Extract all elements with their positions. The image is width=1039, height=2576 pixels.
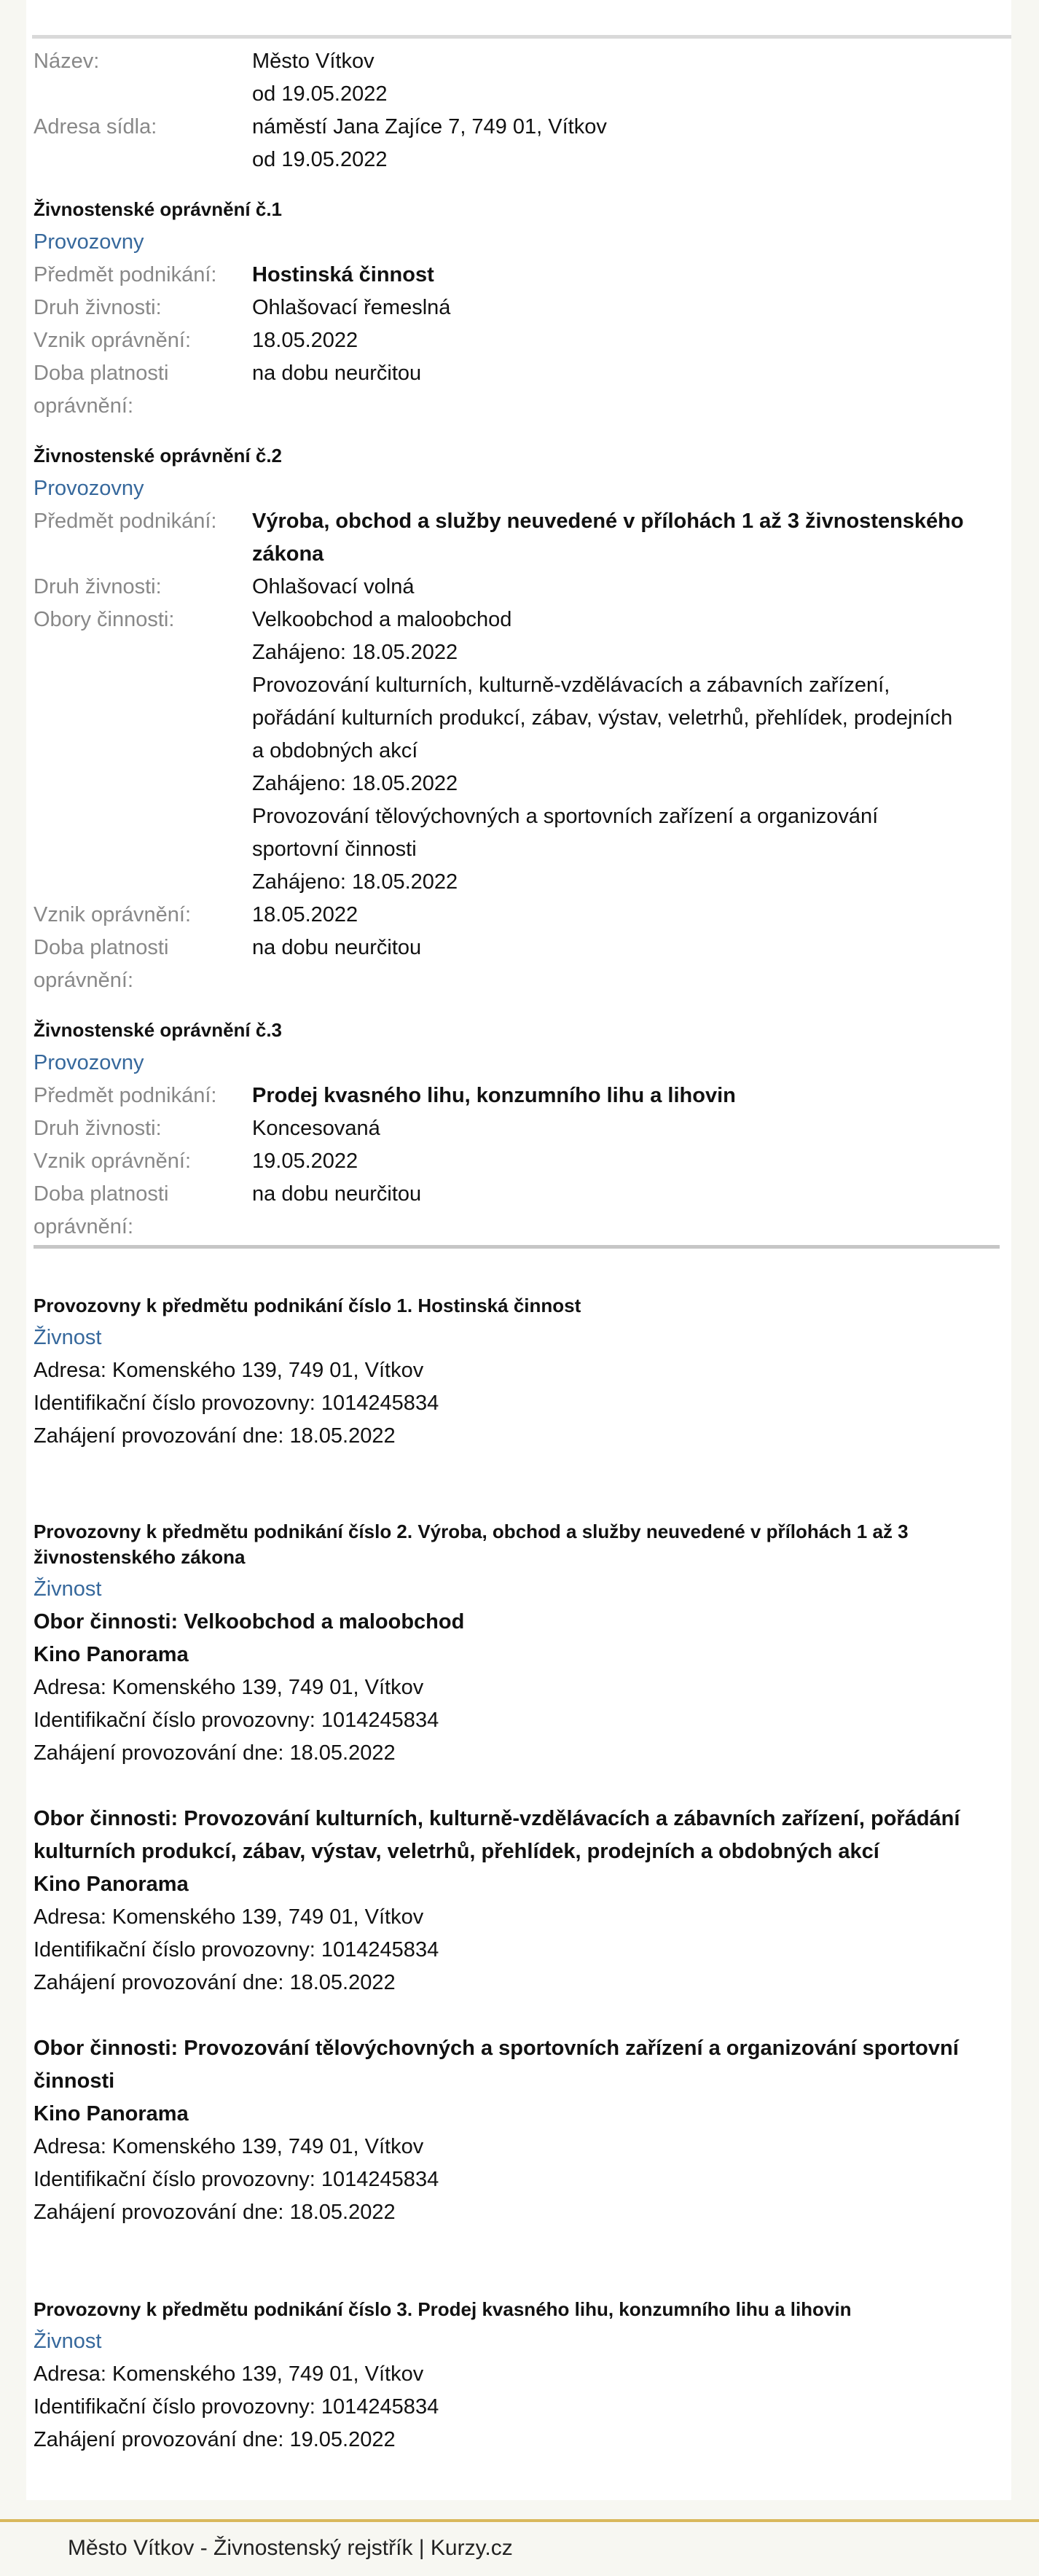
name-label: Název:: [34, 50, 100, 73]
licence-1-origin: 18.05.2022: [252, 329, 358, 352]
establishments-2-trade-link[interactable]: Živnost: [34, 1577, 102, 1601]
subject-label: Předmět podnikání:: [34, 510, 217, 533]
origin-label: Vznik oprávnění:: [34, 903, 192, 926]
kind-label: Druh živnosti:: [34, 575, 162, 598]
licence-2-field-3-started: Zahájeno: 18.05.2022: [252, 870, 458, 894]
licence-3-subject: Prodej kvasného lihu, konzumního lihu a lihovin: [252, 1084, 736, 1107]
establishments-3-address: Adresa: Komenského 139, 749 01, Vítkov: [34, 2362, 424, 2386]
licence-2-field-2-line2: pořádání kulturních produkcí, zábav, výstav, veletrhů, přehlídek, prodejních: [252, 706, 953, 730]
validity-label-line2: oprávnění:: [34, 969, 134, 992]
establishments-2-group-1-field: Obor činnosti: Velkoobchod a maloobchod: [34, 1610, 465, 1634]
name-since: od 19.05.2022: [252, 82, 388, 106]
licence-2-field-2-line3: a obdobných akcí: [252, 739, 418, 762]
footer-kurzy-link[interactable]: Kurzy.cz: [430, 2536, 513, 2560]
establishments-2-group-3-address: Adresa: Komenského 139, 749 01, Vítkov: [34, 2135, 424, 2158]
subject-label: Předmět podnikání:: [34, 1084, 217, 1107]
establishments-2-group-1-start: Zahájení provozování dne: 18.05.2022: [34, 1741, 396, 1765]
licence-2-subject-line1: Výroba, obchod a služby neuvedené v přílohách 1 až 3 živnostenského: [252, 510, 964, 533]
origin-label: Vznik oprávnění:: [34, 329, 192, 352]
establishments-3-trade-link[interactable]: Živnost: [34, 2330, 102, 2353]
licence-1-title: Živnostenské oprávnění č.1: [34, 198, 283, 220]
licence-2-origin: 18.05.2022: [252, 903, 358, 926]
establishments-2-heading-line2: živnostenského zákona: [34, 1546, 246, 1568]
content-panel: [26, 0, 1011, 2500]
kind-label: Druh živnosti:: [34, 1117, 162, 1140]
licence-1-subject: Hostinská činnost: [252, 263, 434, 286]
establishments-2-group-1-address: Adresa: Komenského 139, 749 01, Vítkov: [34, 1676, 424, 1699]
footer-separator: |: [412, 2536, 431, 2560]
establishments-3-start: Zahájení provozování dne: 19.05.2022: [34, 2428, 396, 2451]
licence-2-field-2-line1: Provozování kulturních, kulturně-vzdělávacích a zábavních zařízení,: [252, 674, 890, 697]
licence-2-establishments-link[interactable]: Provozovny: [34, 477, 144, 500]
section-divider: [34, 1245, 1000, 1249]
establishments-2-heading-line1: Provozovny k předmětu podnikání číslo 2. Výroba, obchod a služby neuvedené v přílohách 1 až 3: [34, 1521, 909, 1542]
establishments-2-group-2-field-line2: kulturních produkcí, zábav, výstav, veletrhů, přehlídek, prodejních a obdobných akcí: [34, 1840, 879, 1863]
establishments-2-group-2-address: Adresa: Komenského 139, 749 01, Vítkov: [34, 1905, 424, 1929]
establishments-2-group-1-name: Kino Panorama: [34, 1643, 189, 1666]
licence-2-field-2-started: Zahájeno: 18.05.2022: [252, 772, 458, 795]
kind-label: Druh živnosti:: [34, 296, 162, 319]
origin-label: Vznik oprávnění:: [34, 1150, 192, 1173]
establishments-2-group-1-id: Identifikační číslo provozovny: 1014245834: [34, 1709, 439, 1732]
validity-label-line2: oprávnění:: [34, 394, 134, 418]
name-value: Město Vítkov: [252, 50, 375, 73]
establishments-3-heading: Provozovny k předmětu podnikání číslo 3. Prodej kvasného lihu, konzumního lihu a lihovin: [34, 2298, 852, 2320]
footer: [0, 2519, 1039, 2576]
establishments-3-id: Identifikační číslo provozovny: 1014245834: [34, 2395, 439, 2419]
licence-1-establishments-link[interactable]: Provozovny: [34, 230, 144, 254]
address-label: Adresa sídla:: [34, 115, 157, 138]
establishments-1-trade-link[interactable]: Živnost: [34, 1326, 102, 1349]
licence-2-field-3-line1: Provozování tělovýchovných a sportovních zařízení a organizování: [252, 805, 879, 828]
licence-3-title: Živnostenské oprávnění č.3: [34, 1019, 283, 1041]
establishments-1-address: Adresa: Komenského 139, 749 01, Vítkov: [34, 1359, 424, 1382]
licence-2-kind: Ohlašovací volná: [252, 575, 415, 598]
licence-1-kind: Ohlašovací řemeslná: [252, 296, 451, 319]
establishments-2-group-2-id: Identifikační číslo provozovny: 1014245834: [34, 1938, 439, 1962]
establishments-2-group-2-field-line1: Obor činnosti: Provozování kulturních, kulturně-vzdělávacích a zábavních zařízení, pořádání: [34, 1807, 960, 1830]
establishments-2-group-3-field-line1: Obor činnosti: Provozování tělovýchovných a sportovních zařízení a organizování sportovní: [34, 2037, 959, 2060]
establishments-1-start: Zahájení provozování dne: 18.05.2022: [34, 1424, 396, 1448]
establishments-1-heading: Provozovny k předmětu podnikání číslo 1. Hostinská činnost: [34, 1295, 581, 1316]
establishments-1-id: Identifikační číslo provozovny: 1014245834: [34, 1392, 439, 1415]
establishments-2-group-3-name: Kino Panorama: [34, 2102, 189, 2126]
footer-register-link[interactable]: Město Vítkov - Živnostenský rejstřík: [68, 2536, 413, 2560]
establishments-2-group-3-start: Zahájení provozování dne: 18.05.2022: [34, 2201, 396, 2224]
validity-label-line1: Doba platnosti: [34, 1182, 169, 1206]
establishments-2-group-3-id: Identifikační číslo provozovny: 1014245834: [34, 2168, 439, 2191]
validity-label-line1: Doba platnosti: [34, 362, 169, 385]
licence-2-field-1: Velkoobchod a maloobchod: [252, 608, 512, 631]
validity-label-line2: oprávnění:: [34, 1215, 134, 1238]
licence-2-title: Živnostenské oprávnění č.2: [34, 445, 283, 467]
licence-3-establishments-link[interactable]: Provozovny: [34, 1051, 144, 1074]
licence-3-validity: na dobu neurčitou: [252, 1182, 422, 1206]
subject-label: Předmět podnikání:: [34, 263, 217, 286]
licence-2-subject-line2: zákona: [252, 542, 324, 566]
licence-2-field-3-line2: sportovní činnosti: [252, 838, 417, 861]
licence-3-origin: 19.05.2022: [252, 1150, 358, 1173]
address-value: náměstí Jana Zajíce 7, 749 01, Vítkov: [252, 115, 607, 138]
establishments-2-group-3-field-line2: činnosti: [34, 2069, 115, 2093]
top-divider: [32, 35, 1011, 39]
licence-1-validity: na dobu neurčitou: [252, 362, 422, 385]
validity-label-line1: Doba platnosti: [34, 936, 169, 959]
address-since: od 19.05.2022: [252, 148, 388, 171]
fields-label: Obory činnosti:: [34, 608, 175, 631]
establishments-2-group-2-name: Kino Panorama: [34, 1873, 189, 1896]
footer-text: [68, 2532, 513, 2564]
licence-2-field-1-started: Zahájeno: 18.05.2022: [252, 641, 458, 664]
licence-3-kind: Koncesovaná: [252, 1117, 380, 1140]
licence-2-validity: na dobu neurčitou: [252, 936, 422, 959]
establishments-2-group-2-start: Zahájení provozování dne: 18.05.2022: [34, 1971, 396, 1994]
